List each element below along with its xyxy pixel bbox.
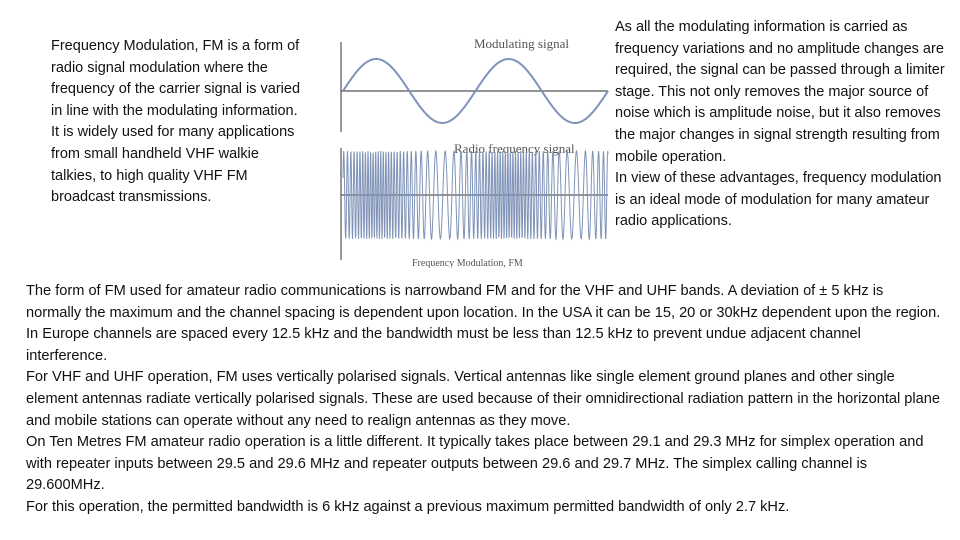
right-paragraph-limiter: As all the modulating information is carried as frequency variations and no amplitude changes are required, the signal can be passed through a limiter stage. This not only removes the major source of noise which is amplitude noise, but it also removes the major changes in signal strength resulting from mobile operation. — [615, 19, 945, 165]
intro-paragraph: Frequency Modulation, FM is a form of radio signal modulation where the frequency of the carrier signal is varied in line with the modulating information. It is widely used for many applications from small handheld VHF walkie talkies, to high quality VHF FM broadcast transmissions. — [51, 38, 301, 206]
bottom-paragraph-narrowband: The form of FM used for amateur radio communications is narrowband FM and for the VHF and UHF bands. A deviation of ± 5 kHz is normally the maximum and the channel spacing is dependent upon location. In the USA it can be 15, 20 or 30kHz dependent upon the region. In Europe channels are spaced every 12.5 kHz and the bandwidth must be less than 12.5 kHz to prevent undue adjacent channel interference. — [26, 283, 941, 364]
right-text-block — [615, 17, 950, 233]
right-paragraph-advantages: In view of these advantages, frequency modulation is an ideal mode of modulation for many amateur radio applications. — [615, 170, 942, 230]
fm-diagram — [332, 28, 610, 268]
bottom-paragraph-ten-metres: On Ten Metres FM amateur radio operation is a little different. It typically takes place between 29.1 and 29.3 MHz for simplex operation and with repeater inputs between 29.5 and 29.6 MHz and repeater outputs between 29.6 and 29.7 MHz. The simplex calling channel is 29.600MHz. — [26, 434, 924, 494]
bottom-text-block — [26, 281, 941, 519]
bottom-paragraph-polarisation: For VHF and UHF operation, FM uses vertically polarised signals. Vertical antennas like single element ground planes and other single element antennas radiate vertically polarised signals. These are used because of their omnidirectional radiation pattern in the horizontal plane and mobile stations can operate without any need to realign antennas as they move. — [26, 369, 941, 429]
modulating-signal-label: Modulating signal — [474, 36, 569, 51]
fm-diagram-svg — [332, 28, 610, 268]
bottom-paragraph-bandwidth: For this operation, the permitted bandwidth is 6 kHz against a previous maximum permitted bandwidth of only 2.7 kHz. — [26, 498, 790, 515]
radio-frequency-signal-label: Radio frequency signal — [454, 141, 575, 156]
figure-caption: Frequency Modulation, FM — [412, 258, 523, 268]
